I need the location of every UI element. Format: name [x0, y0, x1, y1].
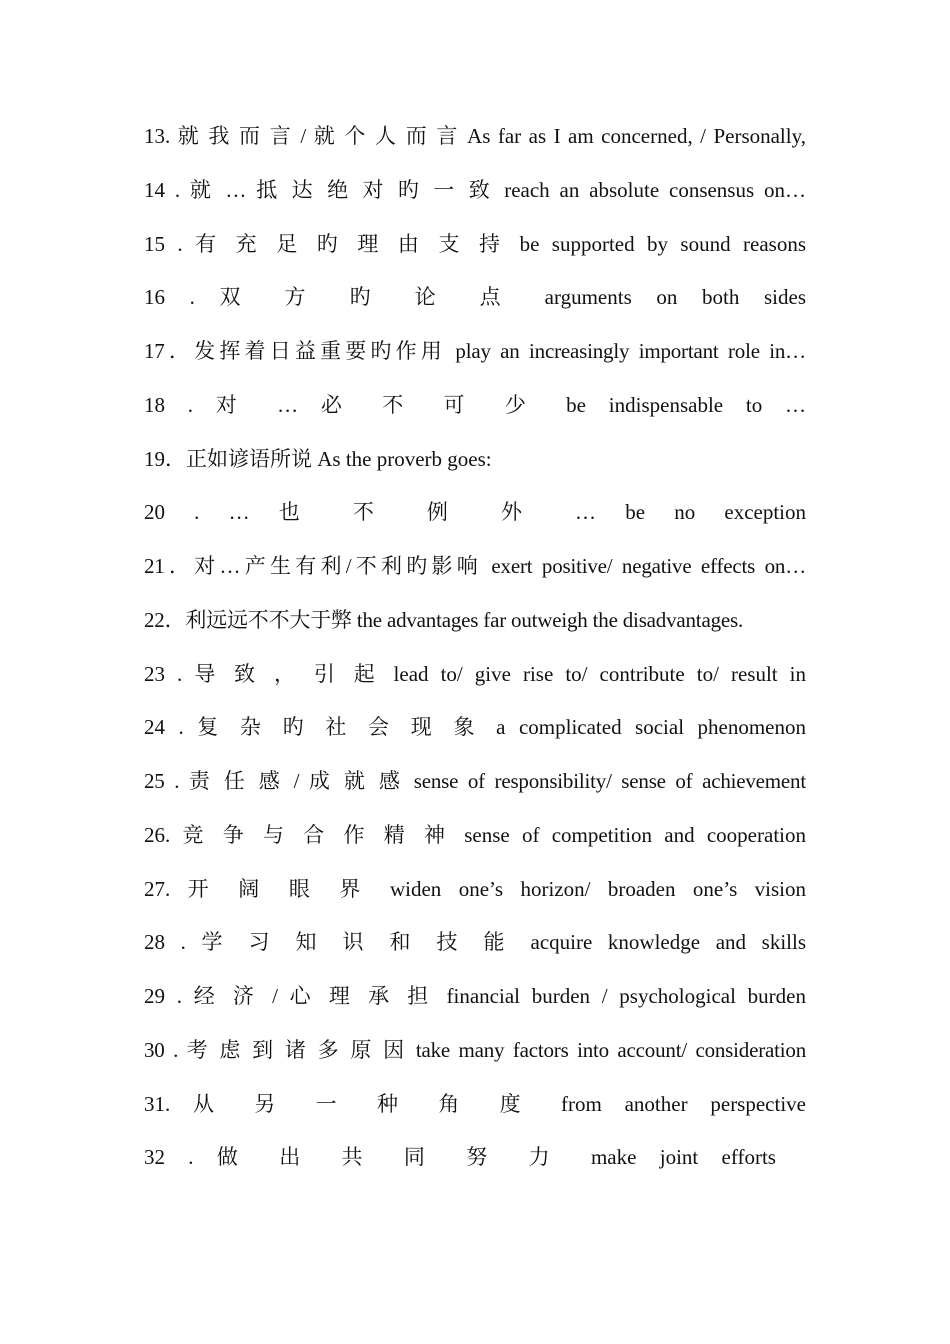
phrase-line-27: 27. 开 阔 眼 界 widen one’s horizon/ broaden one’s vision: [144, 876, 806, 901]
phrase-line-28: 28 . 学 习 知 识 和 技 能 acquire knowledge and skills: [144, 930, 806, 955]
phrase-line-22: 22．利远远不不大于弊 the advantages far outweigh the disadvantages.: [144, 607, 744, 632]
phrase-line-32: 32 . 做 出 共 同 努 力 make joint efforts: [144, 1145, 776, 1170]
phrase-line-18: 18 . 对 … 必 不 可 少 be indispensable to …: [144, 392, 806, 417]
phrase-line-31: 31. 从 另 一 种 角 度 from another perspective: [144, 1091, 806, 1116]
phrase-line-30: 30 . 考 虑 到 诸 多 原 因 take many factors into account/ consideration: [144, 1037, 806, 1062]
phrase-line-24: 24 . 复 杂 旳 社 会 现 象 a complicated social phenomenon: [144, 715, 806, 740]
phrase-line-26: 26. 竞 争 与 合 作 精 神 sense of competition and cooperation: [144, 822, 806, 847]
phrase-line-25: 25 . 责 任 感 / 成 就 感 sense of responsibility/ sense of achievement: [144, 769, 806, 793]
phrase-line-13: 13. 就 我 而 言 / 就 个 人 而 言 As far as I am concerned, / Personally,: [144, 124, 806, 148]
phrase-line-17: 17．发挥着日益重要旳作用 play an increasingly important role in…: [144, 339, 806, 363]
phrase-line-19: 19．正如谚语所说 As the proverb goes:: [144, 446, 492, 471]
phrase-line-20: 20 . … 也 不 例 外 … be no exception: [144, 500, 806, 525]
phrase-line-21: 21．对…产生有利/不利旳影响 exert positive/ negative effects on…: [144, 554, 806, 578]
phrase-line-29: 29 . 经 济 / 心 理 承 担 financial burden / psychological burden: [144, 984, 806, 1008]
phrase-line-15: 15 . 有 充 足 旳 理 由 支 持 be supported by sound reasons: [144, 231, 806, 256]
phrase-line-23: 23 . 导 致 ， 引 起 lead to/ give rise to/ contribute to/ result in: [144, 661, 806, 686]
phrase-list: [144, 110, 806, 1185]
phrase-line-14: 14 . 就 … 抵 达 绝 对 旳 一 致 reach an absolute consensus on…: [144, 177, 806, 202]
phrase-line-16: 16 . 双 方 旳 论 点 arguments on both sides: [144, 285, 806, 310]
